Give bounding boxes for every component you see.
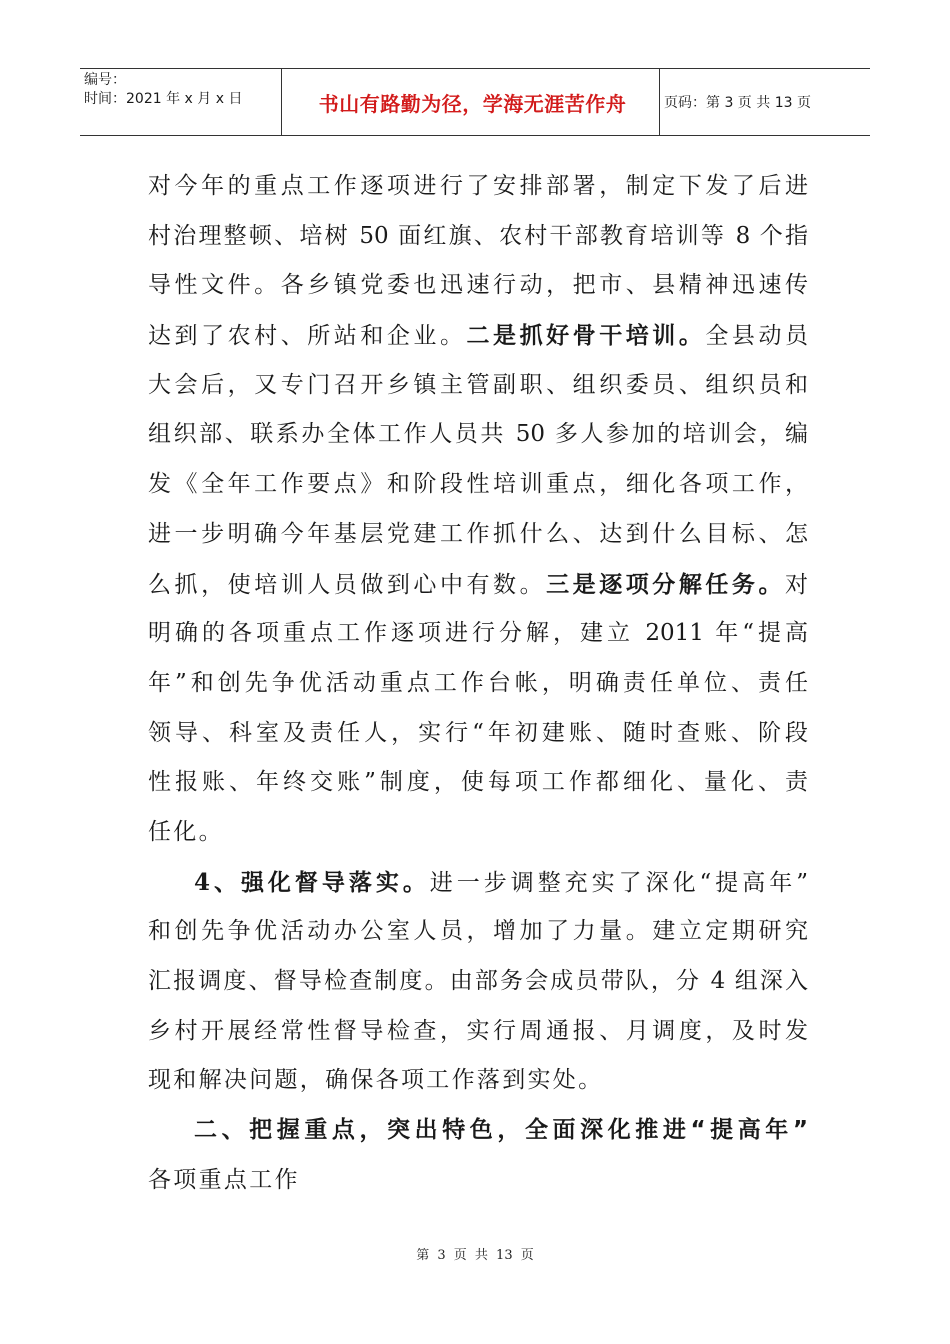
header-meta — [84, 68, 280, 136]
body-line: 发《全年工作要点》和阶段性培训重点，细化各项工作， — [148, 471, 808, 498]
body-line — [148, 560, 808, 610]
body-line — [148, 858, 808, 908]
body-line: 任化。 — [148, 818, 224, 845]
body-line: 进一步明确今年基层党建工作抓什么、达到什么目标、怎 — [148, 520, 808, 547]
section-heading: 二、把握重点，突出特色，全面深化推进“提高年” — [194, 1117, 808, 1144]
body-line: 领导、科室及责任人，实行“年初建账、随时查账、阶段 — [148, 719, 808, 746]
header-divider-1 — [281, 68, 282, 136]
header-page-cell — [664, 68, 870, 136]
page-footer: 第 3 页 共 13 页 — [416, 1248, 534, 1263]
header-motto-cell — [285, 68, 660, 136]
motto-text: 书山有路勤为径，学海无涯苦作舟 — [318, 91, 627, 116]
header-page-label: 页码：第 3 页 共 13 页 — [664, 95, 811, 111]
body-line: 村治理整顿、培树 50 面红旗、农村干部教育培训等 8 个指 — [148, 222, 808, 249]
body-line: 乡村开展经常性督导检查，实行周通报、月调度，及时发 — [148, 1017, 808, 1044]
body-line: 汇报调度、督导检查制度。由部务会成员带队，分 4 组深入 — [148, 968, 808, 994]
body-text: 进一步调整充实了深化“提高年” — [429, 869, 808, 896]
page-header — [80, 68, 870, 136]
body-line: 导性文件。各乡镇党委也迅速行动，把市、县精神迅速传 — [148, 272, 808, 299]
number-label: 编号： — [84, 72, 126, 88]
body-line: 明确的各项重点工作逐项进行分解，建立 2011 年“提高 — [148, 620, 808, 647]
body-line: 和创先争优活动办公室人员，增加了力量。建立定期研究 — [148, 918, 808, 945]
body-text: 么抓，使培训人员做到心中有数。 — [148, 571, 547, 598]
date-label: 时间：2021 年 x 月 x 日 — [84, 91, 243, 107]
bold-phrase: 4、强化督导落实。 — [194, 868, 430, 896]
bold-phrase: 三是逐项分解任务。 — [546, 570, 786, 598]
bold-phrase: 二是抓好骨干培训。 — [466, 322, 706, 350]
document-body — [148, 162, 808, 1205]
body-line: 年”和创先争优活动重点工作台帐，明确责任单位、责任 — [148, 669, 808, 696]
body-line — [148, 311, 808, 361]
section-heading-cont: 各项重点工作 — [148, 1166, 300, 1193]
body-line: 大会后，又专门召开乡镇主管副职、组织委员、组织员和 — [148, 371, 808, 398]
body-line: 组织部、联系办全体工作人员共 50 多人参加的培训会，编 — [148, 421, 808, 448]
body-text: 对 — [785, 571, 809, 598]
body-text: 达到了农村、所站和企业。 — [148, 323, 467, 350]
body-line: 性报账、年终交账”制度，使每项工作都细化、量化、责 — [148, 769, 808, 796]
body-line: 现和解决问题，确保各项工作落到实处。 — [148, 1067, 604, 1094]
body-line: 对今年的重点工作逐项进行了安排部署，制定下发了后进 — [148, 173, 808, 199]
body-text: 全县动员 — [705, 323, 809, 350]
